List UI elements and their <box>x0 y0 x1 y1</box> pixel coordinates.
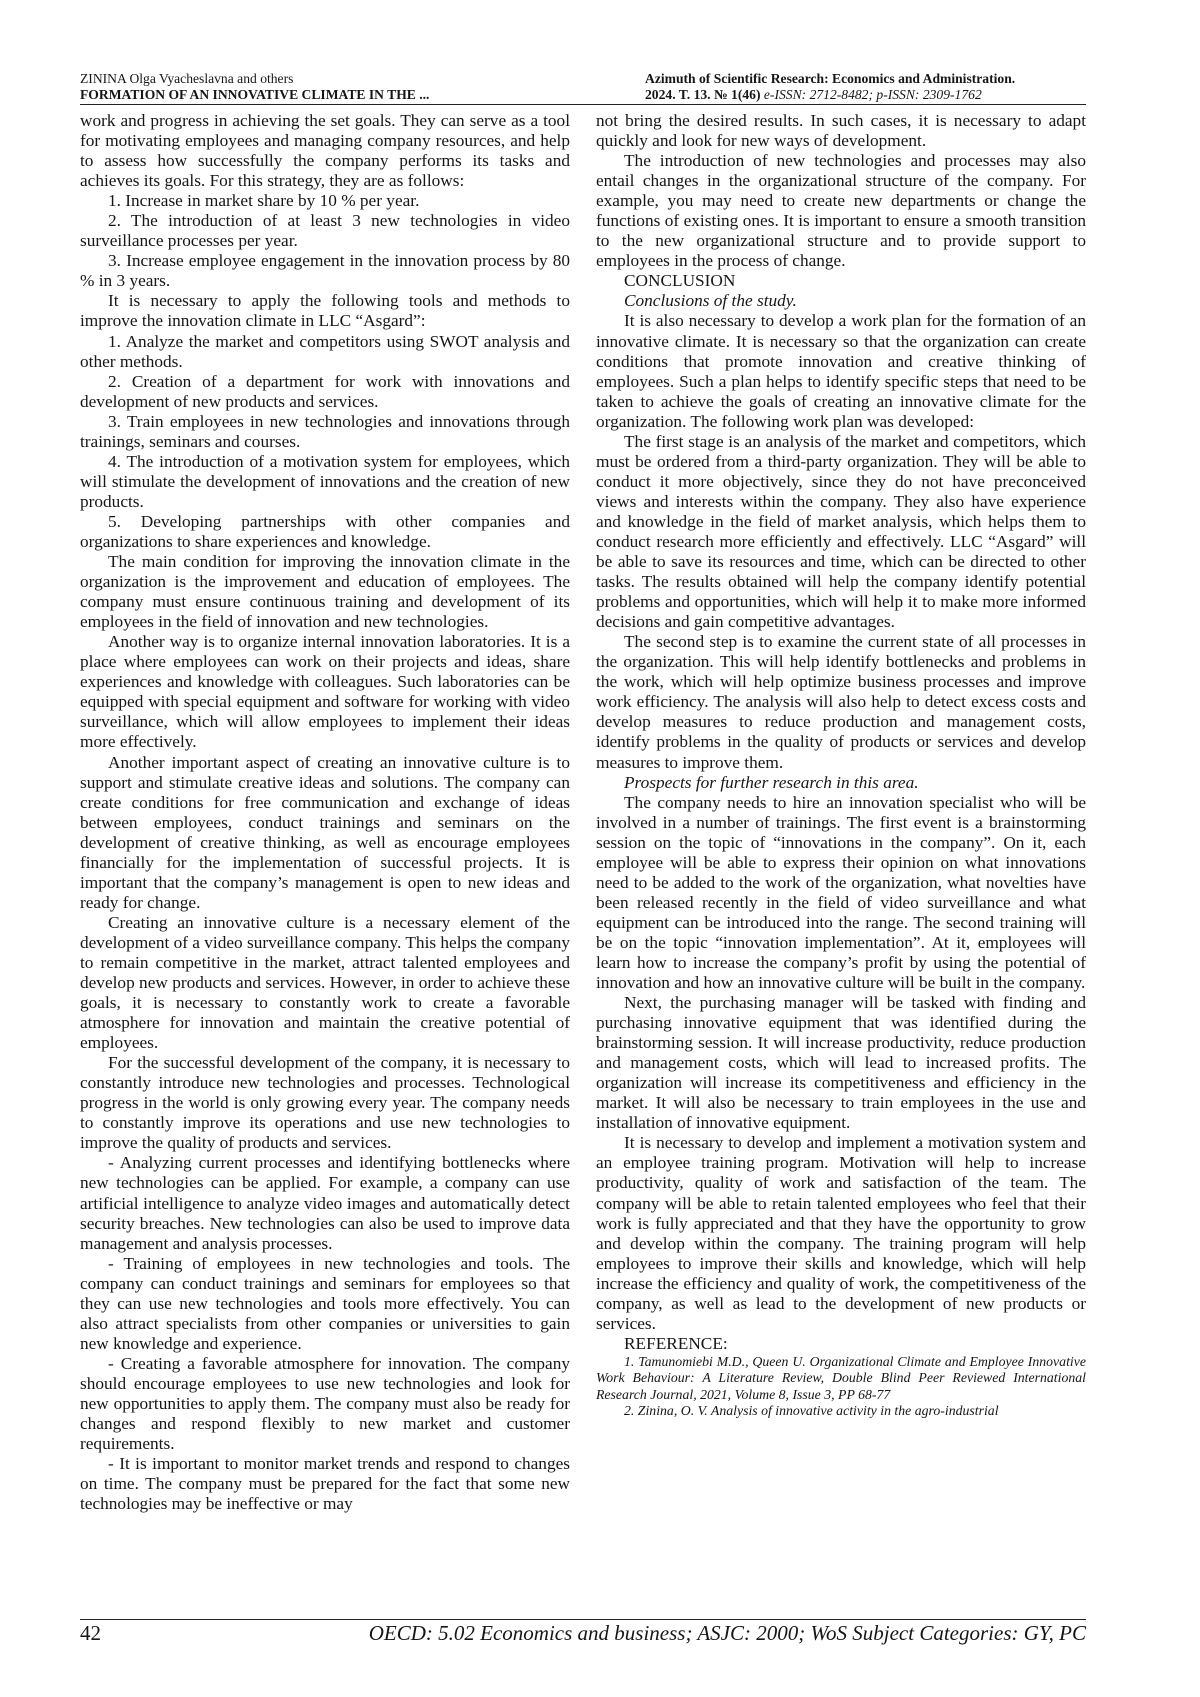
header-issn: e-ISSN: 2712-8482; p-ISSN: 2309-1762 <box>760 87 982 102</box>
paragraph: 3. Increase employee engagement in the innovation process by 80 % in 3 years. <box>80 251 570 291</box>
footer-rule <box>80 1619 1086 1620</box>
page-number: 42 <box>80 1621 101 1645</box>
paragraph: Another way is to organize internal innovation laboratories. It is a place where employees can work on their projects and ideas, share experiences and knowledge with colleagues. Such laboratories can be equipped with special equipment and software for working with video surveillance, which will allow employees to implement their ideas more effectively. <box>80 632 570 752</box>
paragraph: It is also necessary to develop a work plan for the formation of an innovative climate. It is necessary so that the organization can create conditions that promote innovation and creative thinking of employees. Such a plan helps to identify specific steps that need to be taken to achieve the goals of creating an innovative climate for the organization. The following work plan was developed: <box>596 311 1086 431</box>
header-journal: Azimuth of Scientific Research: Economics and Administration. <box>645 71 1016 86</box>
paragraph: - Training of employees in new technologies and tools. The company can conduct trainings and seminars for employees so that they can use new technologies and tools more effectively. You can also attract specialists from other companies or universities to gain new knowledge and experience. <box>80 1253 570 1353</box>
paragraph: The second step is to examine the current state of all processes in the organization. This will help identify bottlenecks and problems in the work, which will help optimize business processes and improve work efficiency. The analysis will also help to detect excess costs and develop measures to reduce production and management costs, identify problems in the quality of products or services and develop measures to improve them. <box>596 632 1086 772</box>
reference-item: 2. Zinina, O. V. Analysis of innovative activity in the agro-industrial <box>624 1403 999 1419</box>
right-column <box>596 111 1086 1420</box>
paragraph: It is necessary to develop and implement a motivation system and an employee training program. Motivation will help to increase productivity, quality of work and satisfaction of the team. The company will be able to retain talented employees who feel that their work is fully appreciated and that they have the opportunity to grow and develop within the company. The training program will help employees to improve their skills and knowledge, which will help increase the efficiency and quality of work, the competitiveness of the company, as well as lead to the development of new products or services. <box>596 1133 1086 1333</box>
paragraph: It is necessary to apply the following tools and methods to improve the innovation climate in LLC “Asgard”: <box>80 291 570 331</box>
paragraph: Another important aspect of creating an innovative culture is to support and stimulate creative ideas and solutions. The company can create conditions for free communication and exchange of ideas between employees, conduct trainings and seminars on the development of creative thinking, as well as encourage employees financially for the implementation of successful projects. It is important that the company’s management is open to new ideas and ready for change. <box>80 752 570 912</box>
reference-item: 1. Tamunomiebi M.D., Queen U. Organizational Climate and Employee Innovative Work Behaviour: A Literature Review, Double Blind Peer Reviewed International Research Journal, 2021, Volume 8, Issue 3, PP 68-77 <box>596 1353 1086 1402</box>
paragraph: 1. Analyze the market and competitors using SWOT analysis and other methods. <box>80 331 570 371</box>
paragraph: 4. The introduction of a motivation system for employees, which will stimulate the development of innovations and the creation of new products. <box>80 451 570 511</box>
header-author: ZININA Olga Vyacheslavna and others <box>80 71 294 86</box>
paragraph: - It is important to monitor market trends and respond to changes on time. The company must be prepared for the fact that some new technologies may be ineffective or may <box>80 1454 570 1514</box>
paragraph: - Analyzing current processes and identifying bottlenecks where new technologies can be applied. For example, a company can use artificial intelligence to analyze video images and automatically detect security breaches. New technologies can also be used to improve data management and analysis processes. <box>80 1153 570 1253</box>
footer-classification: OECD: 5.02 Economics and business; ASJC: 2000; WoS Subject Categories: GY, PC <box>368 1621 1086 1645</box>
paragraph: not bring the desired results. In such cases, it is necessary to adapt quickly and look for new ways of development. <box>596 111 1086 151</box>
paragraph: For the successful development of the company, it is necessary to constantly introduce new technologies and processes. Technological progress in the world is only growing every year. The company needs to constantly improve its operations and use new technologies to improve the quality of products and services. <box>80 1053 570 1153</box>
paragraph: Next, the purchasing manager will be tasked with finding and purchasing innovative equipment that was identified during the brainstorming session. It will increase productivity, reduce production and management costs, which will lead to increased profits. The organization will increase its competitiveness and efficiency in the market. It will also be necessary to train employees in the use and installation of innovative equipment. <box>596 993 1086 1133</box>
paragraph: 5. Developing partnerships with other companies and organizations to share experiences and knowledge. <box>80 511 570 551</box>
prospects-subheading: Prospects for further research in this area. <box>624 772 919 792</box>
paragraph: - Creating a favorable atmosphere for innovation. The company should encourage employees to use new technologies and look for new opportunities to apply them. The company must also be ready for changes and respond flexibly to new market and customer requirements. <box>80 1353 570 1454</box>
paragraph: 3. Train employees in new technologies and innovations through trainings, seminars and courses. <box>80 411 570 451</box>
left-column <box>80 111 570 1514</box>
header-issue: 2024. T. 13. № 1(46) <box>645 87 761 102</box>
paragraph: 2. The introduction of at least 3 new technologies in video surveillance processes per year. <box>80 211 570 251</box>
conclusions-subheading: Conclusions of the study. <box>624 291 797 311</box>
paragraph: work and progress in achieving the set goals. They can serve as a tool for motivating employees and managing company resources, and help to assess how successfully the company performs its tasks and achieves its goals. For this strategy, they are as follows: <box>80 111 570 191</box>
conclusion-heading: CONCLUSION <box>624 271 736 291</box>
paragraph: The introduction of new technologies and processes may also entail changes in the organizational structure of the company. For example, you may need to create new departments or change the functions of existing ones. It is important to ensure a smooth transition to the new organizational structure and to provide support to employees in the process of change. <box>596 151 1086 271</box>
paragraph: Creating an innovative culture is a necessary element of the development of a video surveillance company. This helps the company to remain competitive in the market, attract talented employees and develop new products and services. However, in order to achieve these goals, it is necessary to constantly work to create a favorable atmosphere for innovation and maintain the creative potential of employees. <box>80 912 570 1053</box>
header-article-title: FORMATION OF AN INNOVATIVE CLIMATE IN THE ... <box>80 87 430 102</box>
paragraph: The main condition for improving the innovation climate in the organization is the improvement and education of employees. The company must ensure continuous training and development of its employees in the field of innovation and new technologies. <box>80 552 570 632</box>
running-header-right <box>645 71 1085 103</box>
paragraph: The company needs to hire an innovation specialist who will be involved in a number of trainings. The first event is a brainstorming session on the topic of “innovations in the company”. On it, each employee will be able to express their opinion on what innovations need to be added to the work of the organization, what novelties have been released recently in the field of video surveillance and what equipment can be introduced into the range. The second training will be on the topic “innovation implementation”. At it, employees will learn how to increase the company’s profit by using the potential of innovation and how an innovative culture will be built in the company. <box>596 792 1086 993</box>
paragraph: The first stage is an analysis of the market and competitors, which must be ordered from a third-party organization. They will be able to conduct it more objectively, since they do not have preconceived views and interests within the company. They also have experience and knowledge in the field of market analysis, which helps them to conduct research more efficiently and effectively. LLC “Asgard” will be able to save its resources and time, which can be directed to other tasks. The results obtained will help the company identify potential problems and opportunities, which will help it to make more informed decisions and gain competitive advantages. <box>596 431 1086 632</box>
reference-heading: REFERENCE: <box>624 1333 728 1353</box>
running-header-left <box>80 71 429 103</box>
header-rule <box>80 104 1086 105</box>
paragraph: 2. Creation of a department for work with innovations and development of new products and services. <box>80 371 570 411</box>
paragraph: 1. Increase in market share by 10 % per year. <box>108 191 420 211</box>
